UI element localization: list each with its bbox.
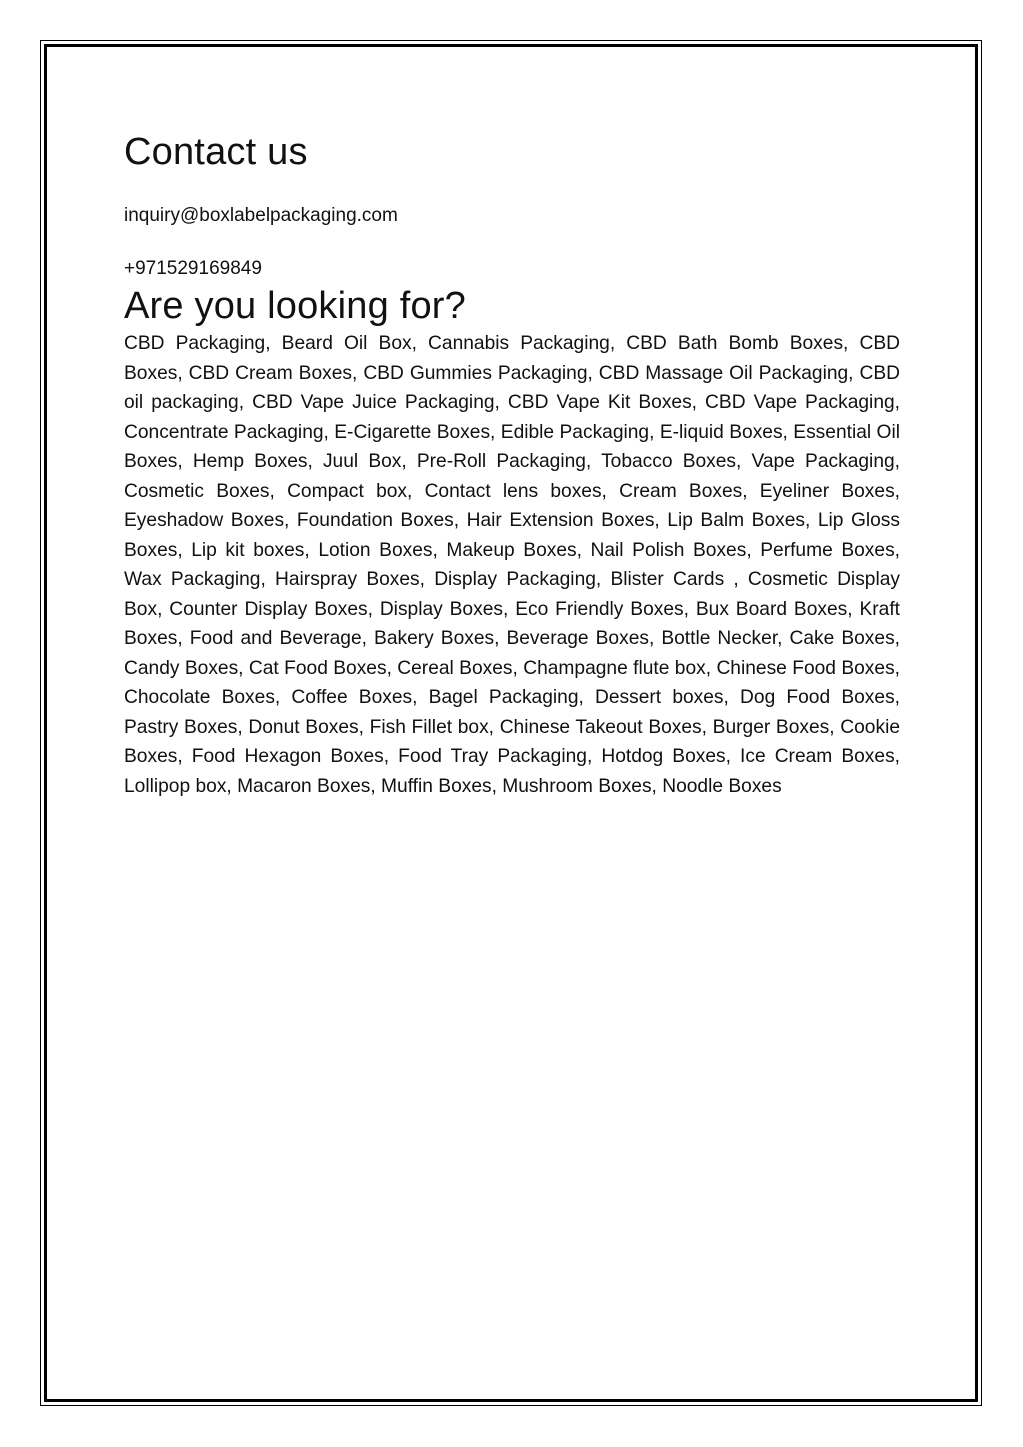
contact-heading: Contact us	[124, 131, 308, 173]
looking-for-list: CBD Packaging, Beard Oil Box, Cannabis Packaging, CBD Bath Bomb Boxes, CBD Boxes, CBD Cream Boxes, CBD Gummies Packaging, CBD Massage Oil Packaging, CBD oil packaging, CBD Vape Juice Packaging, CBD Vape Kit Boxes, CBD Vape Packaging, Concentrate Packaging, E-Cigarette Boxes, Edible Packaging, E-liquid Boxes, Essential Oil Boxes, Hemp Boxes, Juul Box, Pre-Roll Packaging, Tobacco Boxes, Vape Packaging, Cosmetic Boxes, Compact box, Contact lens boxes, Cream Boxes, Eyeliner Boxes, Eyeshadow Boxes, Foundation Boxes, Hair Extension Boxes, Lip Balm Boxes, Lip Gloss Boxes, Lip kit boxes, Lotion Boxes, Makeup Boxes, Nail Polish Boxes, Perfume Boxes, Wax Packaging, Hairspray Boxes, Display Packaging, Blister Cards , Cosmetic Display Box, Counter Display Boxes, Display Boxes, Eco Friendly Boxes, Bux Board Boxes, Kraft Boxes, Food and Beverage, Bakery Boxes, Beverage Boxes, Bottle Necker, Cake Boxes, Candy Boxes, Cat Food Boxes, Cereal Boxes, Champagne flute box, Chinese Food Boxes, Chocolate Boxes, Coffee Boxes, Bagel Packaging, Dessert boxes, Dog Food Boxes, Pastry Boxes, Donut Boxes, Fish Fillet box, Chinese Takeout Boxes, Burger Boxes, Cookie Boxes, Food Hexagon Boxes, Food Tray Packaging, Hotdog Boxes, Ice Cream Boxes, Lollipop box, Macaron Boxes, Muffin Boxes, Mushroom Boxes, Noodle Boxes	[124, 333, 900, 797]
contact-email[interactable]: inquiry@boxlabelpackaging.com	[124, 205, 398, 226]
looking-for-heading: Are you looking for?	[124, 285, 466, 327]
contact-phone[interactable]: +971529169849	[124, 258, 262, 279]
document-content	[124, 128, 900, 801]
